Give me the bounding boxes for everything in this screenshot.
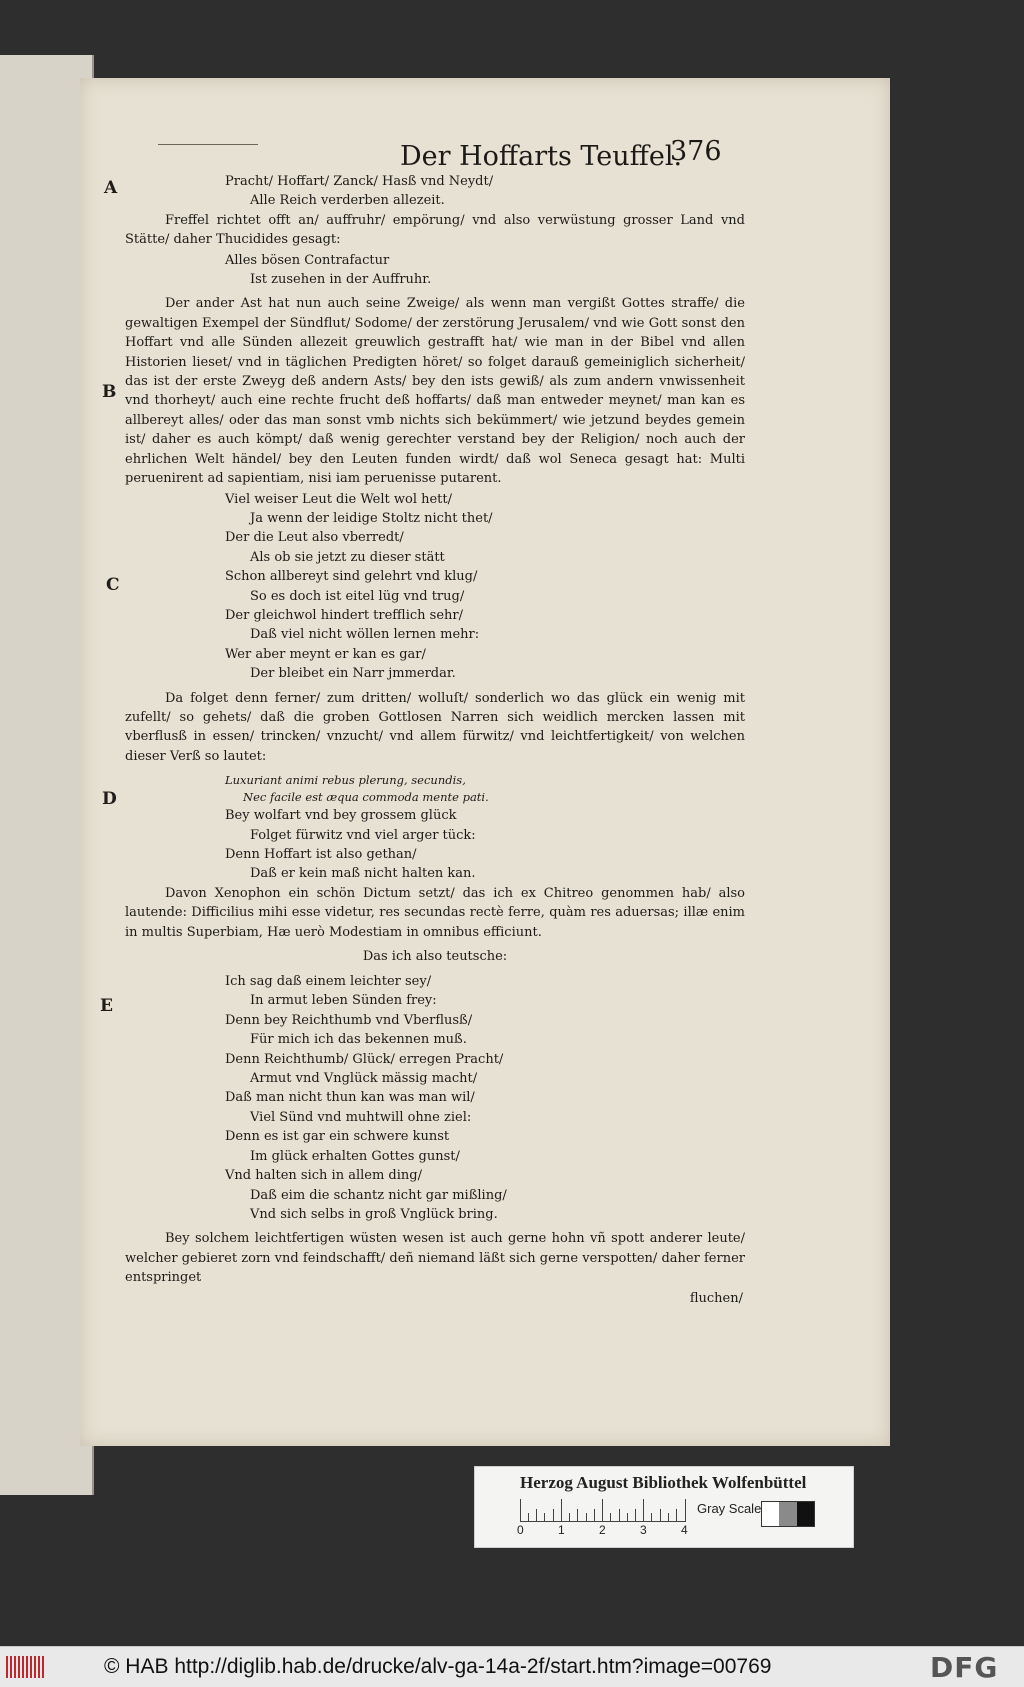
footer-bar — [0, 1646, 1024, 1687]
copyright-url: © HAB http://diglib.hab.de/drucke/alv-ga-14a-2f/start.htm?image=00769 — [104, 1655, 772, 1678]
book-page — [80, 78, 890, 1446]
verse-line: Denn bey Reichthumb vnd Vberflusß/ — [225, 1012, 473, 1028]
verse-line: Denn Reichthumb/ Glück/ erregen Pracht/ — [225, 1051, 504, 1067]
verse-line: Als ob sie jetzt zu dieser stätt — [250, 549, 445, 565]
verse-line: Ist zusehen in der Auffruhr. — [250, 272, 432, 288]
verse-line: Daß eim die schantz nicht gar mißling/ — [250, 1187, 507, 1203]
page-number: 376 — [670, 136, 722, 167]
ruler-scale — [520, 1499, 686, 1522]
running-head: Der Hoffarts Teuffel. — [400, 141, 683, 172]
verse-line: Denn es ist gar ein schwere kunst — [225, 1129, 450, 1145]
ruler-number: 2 — [599, 1523, 606, 1537]
gray-scale-swatch — [761, 1501, 815, 1527]
verse-line: Vnd sich selbs in groß Vnglück bring. — [250, 1206, 498, 1222]
gray-scale-label: Gray Scale — [697, 1501, 762, 1516]
paragraph: Der ander Ast hat nun auch seine Zweige/ als wenn man vergißt Gottes straffe/ die gewaltigen Exempel der Sündflut/ Sodome/ der zerstörung Jerusalem/ vnd wie Gott sonst den Hoffart vnd alle Sünden allezeit greuwlich gestrafft hat/ wie man in der Bibel vnd allen Historien lieset/ vnd in täglichen Predigten höret/ so folget darauß gemeiniglich sicherheit/ das ist der erste Zweyg deß andern Asts/ bey den ists gewiß/ als zum andern vnwissenheit vnd thorheyt/ auch eine rechte frucht deß hoffarts/ daß man entweder meynet/ man kan es allbereyt alles/ oder das man sonst vmb nichts sich bekümmert/ wie jetzund beydes gemein ist/ daher es auch kömpt/ daß wenig gerechter verstand bey der Religion/ noch auch der ehrlichen Welt händel/ bey den Leuten funden wirdt/ daß wol Seneca gesagt hat: Multi peruenirent ad sapientiam, nisi iam peruenisse putarent. — [125, 296, 745, 487]
verse-line: Bey wolfart vnd bey grossem glück — [225, 808, 457, 824]
page-body — [125, 172, 745, 1308]
dfg-logo: DFG — [930, 1651, 999, 1684]
verse-line: Alles bösen Contrafactur — [225, 252, 390, 268]
verse-line: Denn Hoffart ist also gethan/ — [225, 847, 417, 862]
ruler-number: 1 — [558, 1523, 565, 1537]
verse-line: Armut vnd Vnglück mässig macht/ — [250, 1071, 478, 1087]
section-heading: Das ich also teutsche: — [362, 949, 508, 965]
verse-line: Daß man nicht thun kan was man wil/ — [225, 1090, 475, 1106]
verse-line: Vnd halten sich in allem ding/ — [225, 1168, 422, 1184]
margin-letter-e: E — [100, 996, 113, 1016]
verse-line: Schon allbereyt sind gelehrt vnd klug/ — [225, 569, 478, 585]
verse-line: Daß er kein maß nicht halten kan. — [250, 866, 476, 882]
header-rule — [158, 144, 258, 145]
library-name: Herzog August Bibliothek Wolfenbüttel — [520, 1473, 807, 1492]
margin-letter-c: C — [106, 575, 120, 595]
margin-letter-d: D — [102, 789, 117, 809]
paragraph: Bey solchem leichtfertigen wüsten wesen ist auch gerne hohn vñ spott anderer leute/ welcher gebieret zorn vnd feindschafft/ deñ niemand läßt sich gerne verspotten/ daher ferner entspringet — [125, 1231, 745, 1286]
ruler-number: 4 — [681, 1523, 688, 1537]
verse-line: Der die Leut also vberredt/ — [225, 530, 404, 546]
verse-line: Folget fürwitz vnd viel arger tück: — [250, 827, 476, 843]
latin-verse-line: Luxuriant animi rebus plerung, secundis, — [225, 773, 466, 788]
verse-line: Alle Reich verderben allezeit. — [250, 193, 445, 209]
verse-line: So es doch ist eitel lüg vnd trug/ — [250, 588, 465, 604]
verse-line: Im glück erhalten Gottes gunst/ — [250, 1148, 460, 1164]
ruler-number: 0 — [517, 1523, 524, 1537]
verse-line: Viel Sünd vnd muhtwill ohne ziel: — [250, 1109, 472, 1125]
margin-letter-b: B — [102, 382, 117, 402]
paragraph-end: fluchen/ — [689, 1290, 743, 1306]
ruler-numbers — [515, 1523, 695, 1539]
verse-line: Der gleichwol hindert trefflich sehr/ — [225, 607, 463, 623]
verse-line: Viel weiser Leut die Welt wol hett/ — [225, 491, 452, 507]
verse-line: Daß viel nicht wöllen lernen mehr: — [250, 627, 480, 643]
verse-line: Ja wenn der leidige Stoltz nicht thet/ — [250, 510, 493, 526]
paragraph: Davon Xenophon ein schön Dictum setzt/ das ich ex Chitreo genommen hab/ also lautende: Difficilius mihi esse videtur, res secundas rectè ferre, quàm res aduersas; illæ enim in multis Superbiam, Hæ uerò Modestiam in omnibus efficiunt. — [125, 885, 745, 940]
verse-line: Der bleibet ein Narr jmmerdar. — [250, 666, 456, 682]
verse-line: Wer aber meynt er kan es gar/ — [225, 646, 426, 662]
verse-line: Ich sag daß einem leichter sey/ — [225, 974, 432, 990]
paragraph: Da folget denn ferner/ zum dritten/ wolluſt/ sonderlich wo das glück ein wenig mit zufellt/ so gehets/ daß die groben Gottlosen Narren sich weidlich mercken lassen mit vberflusß in essen/ trincken/ vnzucht/ vnd allem fürwitz/ vnd leichtfertigkeit/ von welchen dieser Verß so lautet: — [125, 690, 745, 764]
verse-line: Pracht/ Hoffart/ Zanck/ Hasß vnd Neydt/ — [225, 174, 494, 189]
verse-line: Für mich ich das bekennen muß. — [250, 1032, 467, 1048]
barcode-icon — [6, 1656, 46, 1678]
color-scale-card — [474, 1466, 854, 1548]
ruler-number: 3 — [640, 1523, 647, 1537]
latin-verse-line: Nec facile est æqua commoda mente pati. — [243, 790, 489, 805]
verse-line: In armut leben Sünden frey: — [250, 993, 437, 1009]
margin-letter-a: A — [104, 178, 118, 198]
paragraph: Freffel richtet offt an/ auffruhr/ empörung/ vnd also verwüstung grosser Land vnd Stätte/ daher Thucidides gesagt: — [125, 212, 745, 248]
